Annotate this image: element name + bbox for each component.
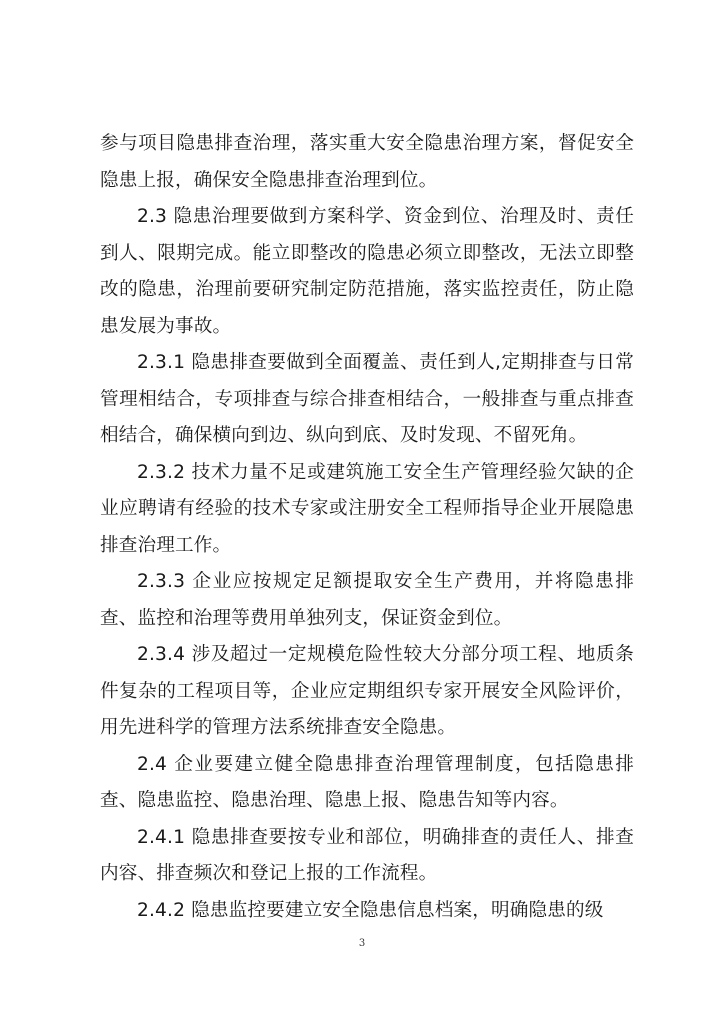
paragraph-2-3-1: 2.3.1 隐患排查要做到全面覆盖、责任到人,定期排查与日常管理相结合，专项排查与综合排查相结合，一般排查与重点排查相结合，确保横向到边、纵向到底、及时发现、不留死角。 — [100, 352, 634, 446]
paragraph-2-3-2: 2.3.2 技术力量不足或建筑施工安全生产管理经验欠缺的企业应聘请有经验的技术专家或注册安全工程师指导企业开展隐患排查治理工作。 — [100, 461, 634, 556]
document-body — [100, 126, 634, 929]
paragraph-2-4: 2.4 企业要建立健全隐患排查治理管理制度，包括隐患排查、隐患监控、隐患治理、隐患上报、隐患告知等内容。 — [100, 753, 634, 811]
paragraph-2-3-4: 2.3.4 涉及超过一定规模危险性较大分部分项工程、地质条件复杂的工程项目等，企业应定期组织专家开展安全风险评价，用先进科学的管理方法系统排查安全隐患。 — [100, 644, 634, 738]
paragraph-2-4-2: 2.4.2 隐患监控要建立安全隐患信息档案，明确隐患的级 — [137, 899, 604, 921]
paragraph-2-4-1: 2.4.1 隐患排查要按专业和部位，明确排查的责任人、排查内容、排查频次和登记上报的工作流程。 — [100, 826, 634, 884]
paragraph-2-3: 2.3 隐患治理要做到方案科学、资金到位、治理及时、责任到人、限期完成。能立即整改的隐患必须立即整改，无法立即整改的隐患，治理前要研究制定防范措施，落实监控责任，防止隐患发展为事故。 — [100, 206, 634, 337]
paragraph-2-3-3: 2.3.3 企业应按规定足额提取安全生产费用，并将隐患排查、监控和治理等费用单独列支，保证资金到位。 — [100, 571, 634, 629]
paragraph-continuation: 参与项目隐患排查治理，落实重大安全隐患治理方案，督促安全隐患上报，确保安全隐患排查治理到位。 — [100, 133, 634, 191]
page-number: 3 — [358, 938, 366, 949]
